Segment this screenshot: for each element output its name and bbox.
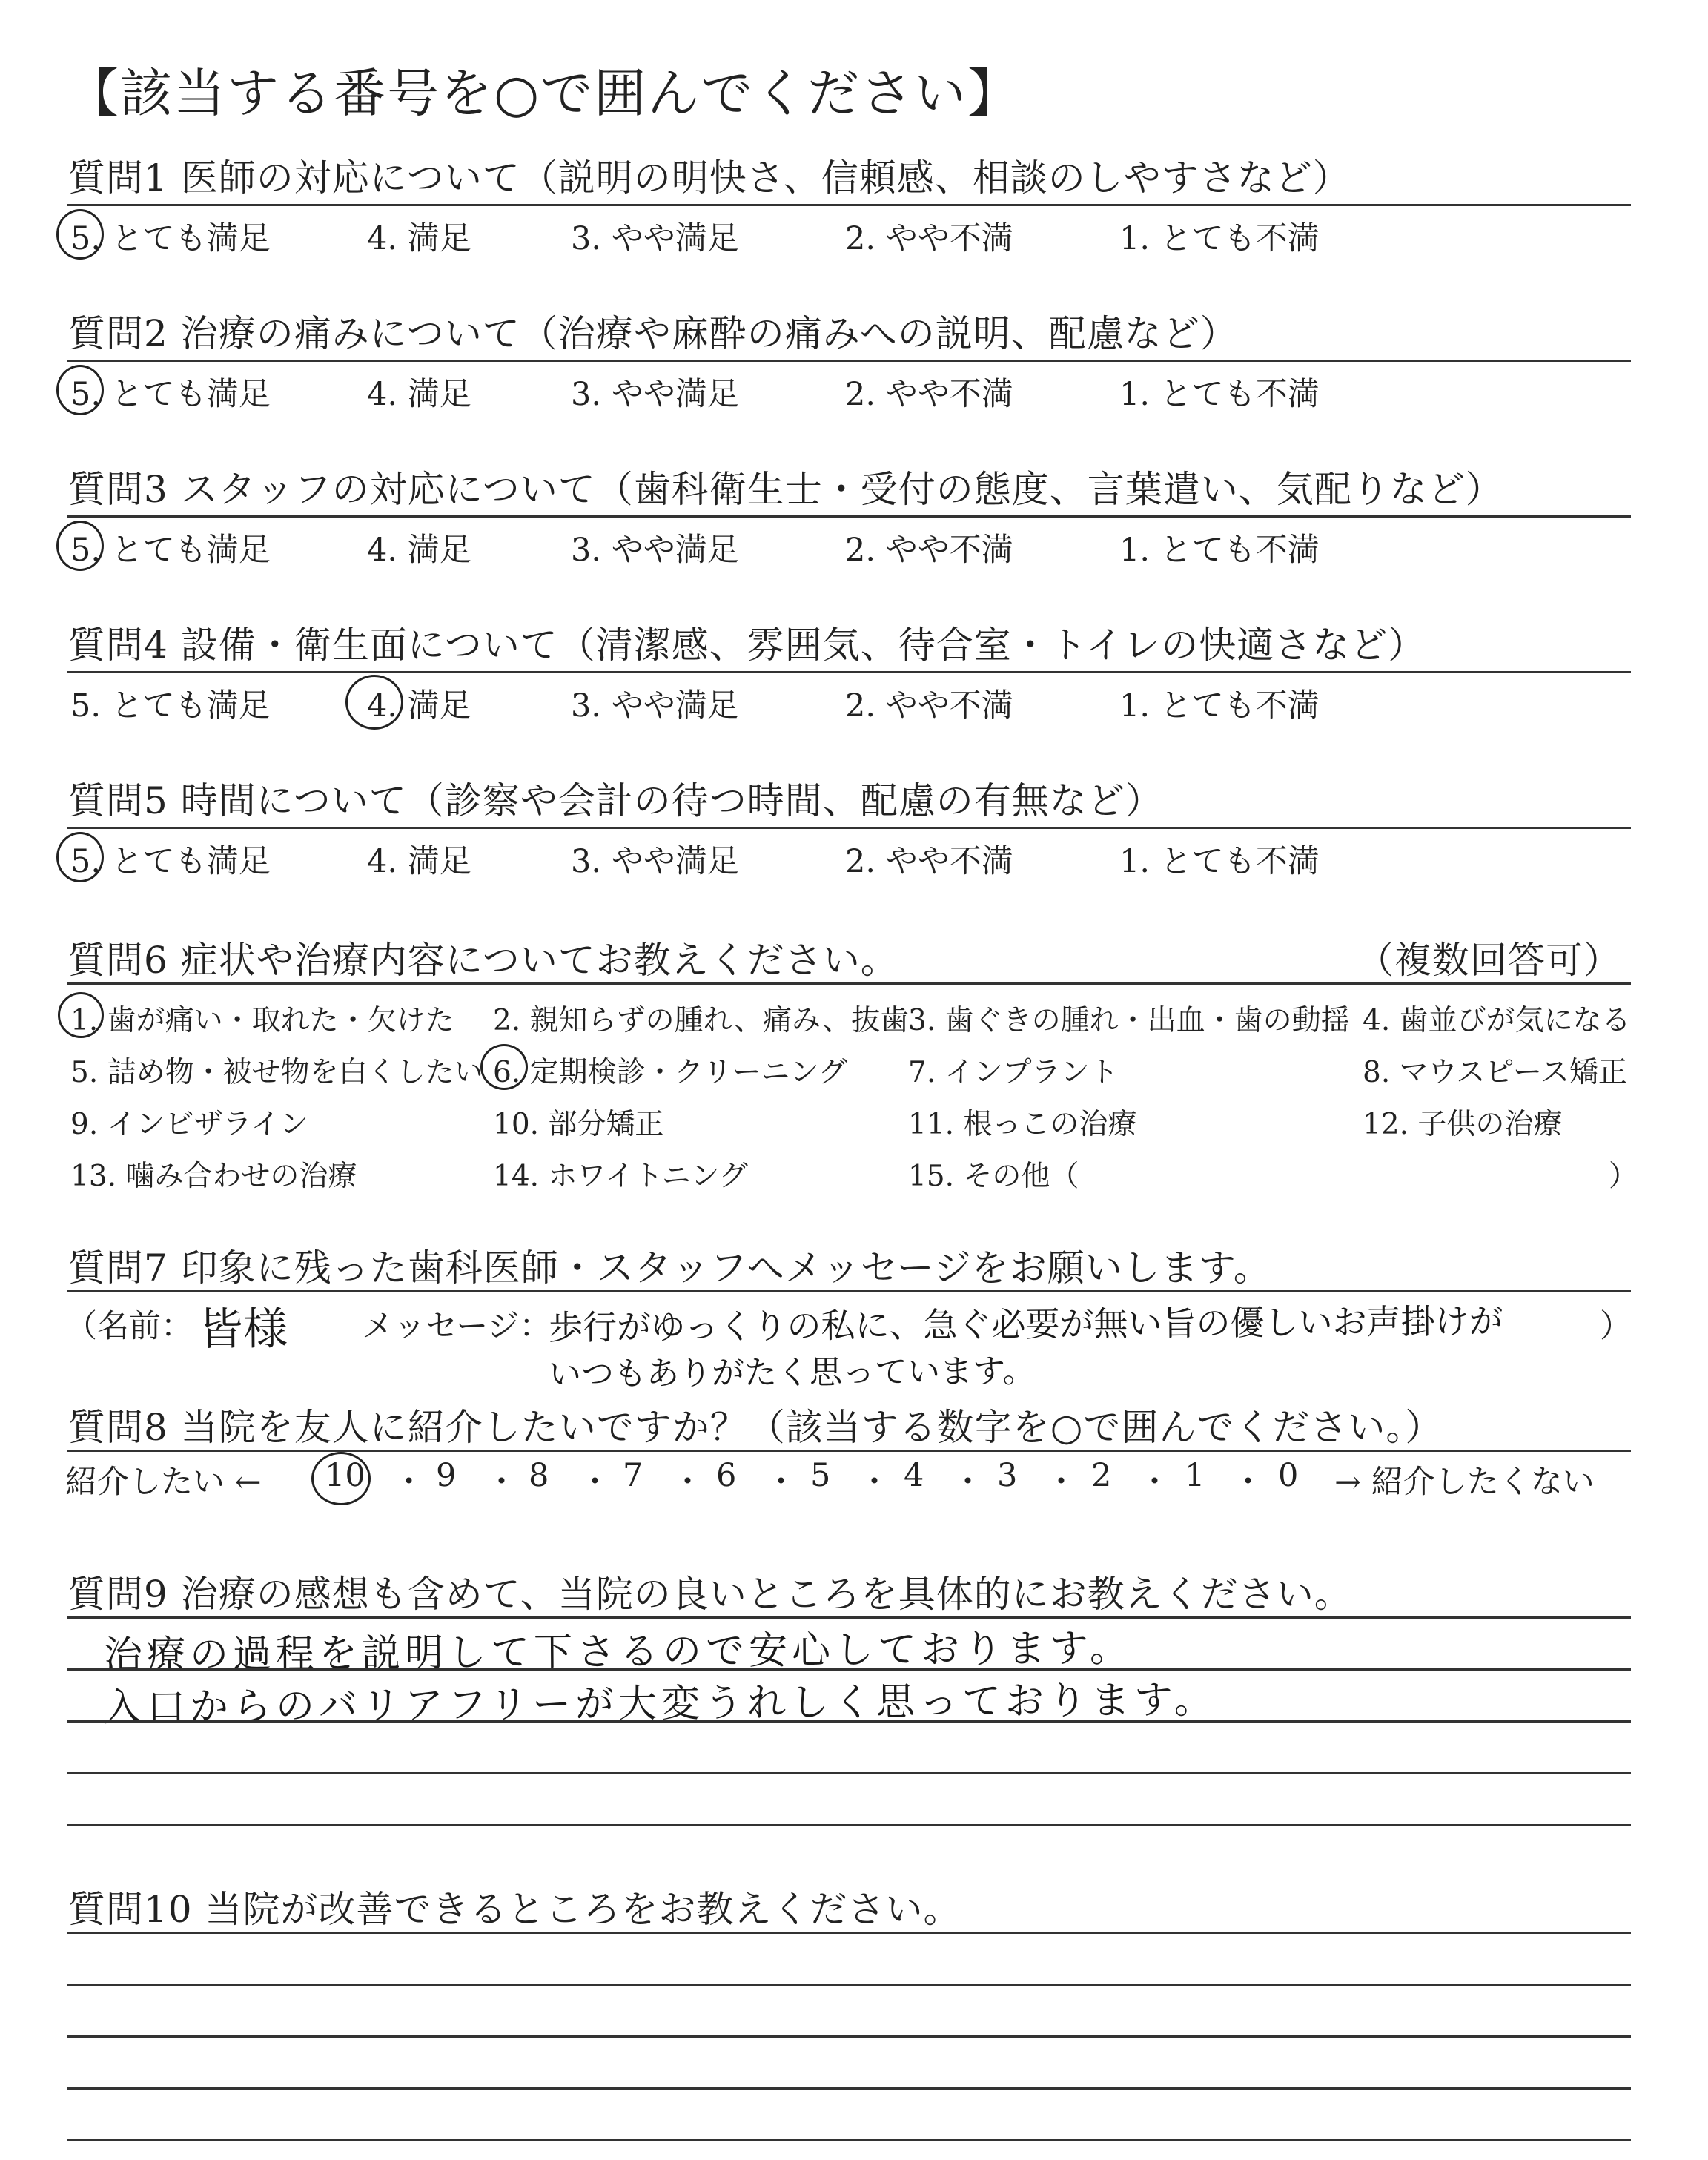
q6-option-3[interactable]: 3. 歯ぐきの腫れ・出血・歯の動揺 xyxy=(908,1004,1350,1037)
q3-option-5[interactable]: 5. とても満足 xyxy=(70,532,271,569)
q3-option-3[interactable]: 3. やや満足 xyxy=(571,532,739,569)
q6-option-5[interactable]: 5. 詰め物・被せ物を白くしたい xyxy=(70,1056,483,1089)
answer-line xyxy=(67,1932,1631,1934)
answer-line xyxy=(67,1772,1631,1774)
message-close-paren: ） xyxy=(1600,1308,1632,1345)
scale-value-10[interactable]: 10 xyxy=(325,1457,365,1494)
divider xyxy=(67,1450,1631,1452)
scale-separator: ・ xyxy=(579,1464,611,1501)
q6-option-4[interactable]: 4. 歯並びが気になる xyxy=(1363,1004,1631,1037)
divider xyxy=(67,515,1631,518)
q6-option-10[interactable]: 10. 部分矯正 xyxy=(493,1108,664,1141)
q5-option-1[interactable]: 1. とても不満 xyxy=(1119,843,1320,880)
scale-separator: ・ xyxy=(1139,1464,1171,1501)
divider xyxy=(67,1290,1631,1292)
q4-option-5[interactable]: 5. とても満足 xyxy=(70,687,271,724)
scale-value-5[interactable]: 5 xyxy=(810,1457,831,1494)
answer-line xyxy=(67,1720,1631,1723)
question-7-label: 質問7 印象に残った歯科医師・スタッフへメッセージをお願いします。 xyxy=(68,1246,1271,1289)
q6-option-15[interactable]: 15. その他（ xyxy=(908,1160,1079,1193)
scale-value-4[interactable]: 4 xyxy=(904,1457,924,1494)
question-9-label: 質問9 治療の感想も含めて、当院の良いところを具体的にお教えください。 xyxy=(68,1573,1352,1616)
q4-option-2[interactable]: 2. やや不満 xyxy=(845,687,1013,724)
scale-value-8[interactable]: 8 xyxy=(529,1457,549,1494)
q6-option-12[interactable]: 12. 子供の治療 xyxy=(1363,1108,1563,1141)
q6-option-8[interactable]: 8. マウスピース矯正 xyxy=(1363,1056,1627,1089)
q4-option-3[interactable]: 3. やや満足 xyxy=(571,687,739,724)
multiple-answer-note: （複数回答可） xyxy=(1357,939,1621,982)
q6-option-13[interactable]: 13. 噛み合わせの治療 xyxy=(70,1160,357,1193)
scale-right-label: → 紹介したくない xyxy=(1334,1464,1595,1501)
scale-value-0[interactable]: 0 xyxy=(1278,1457,1299,1494)
answer-line-2-handwritten: 入口からのバリアフリーが大変うれしく思っております。 xyxy=(103,1677,1217,1731)
q1-option-1[interactable]: 1. とても不満 xyxy=(1119,220,1320,257)
message-line-1-handwritten: 歩行がゆっくりの私に、急ぐ必要が無い旨の優しいお声掛けが xyxy=(548,1301,1503,1348)
q4-option-4[interactable]: 4. 満足 xyxy=(367,687,471,724)
q3-option-2[interactable]: 2. やや不満 xyxy=(845,532,1013,569)
q6-option-14[interactable]: 14. ホワイトニング xyxy=(493,1160,748,1193)
selection-circle xyxy=(56,832,104,882)
answer-line xyxy=(67,2139,1631,2141)
divider xyxy=(67,671,1631,673)
selection-circle xyxy=(58,992,104,1038)
q3-option-1[interactable]: 1. とても不満 xyxy=(1119,532,1320,569)
scale-value-6[interactable]: 6 xyxy=(716,1457,737,1494)
scale-left-label: 紹介したい ← xyxy=(65,1464,262,1501)
answer-line xyxy=(67,2087,1631,2090)
question-3-label: 質問3 スタッフの対応について（歯科衛生士・受付の態度、言葉遣い、気配りなど） xyxy=(68,468,1503,511)
q6-other-close-paren: ） xyxy=(1609,1160,1638,1193)
question-1-label: 質問1 医師の対応について（説明の明快さ、信頼感、相談のしやすさなど） xyxy=(68,156,1351,199)
question-2-label: 質問2 治療の痛みについて（治療や麻酔の痛みへの説明、配慮など） xyxy=(68,312,1238,355)
name-label: （名前： xyxy=(65,1308,193,1345)
scale-separator: ・ xyxy=(952,1464,984,1501)
question-6-label: 質問6 症状や治療内容についてお教えください。 xyxy=(68,939,898,982)
selection-circle xyxy=(480,1044,528,1090)
q1-option-2[interactable]: 2. やや不満 xyxy=(845,220,1013,257)
q6-option-7[interactable]: 7. インプラント xyxy=(908,1056,1119,1089)
message-line-2-handwritten: いつもありがたく思っています。 xyxy=(548,1352,1036,1394)
q2-option-4[interactable]: 4. 満足 xyxy=(367,376,471,413)
answer-line xyxy=(67,2035,1631,2038)
answer-line xyxy=(67,1824,1631,1826)
selection-circle xyxy=(311,1452,371,1505)
q6-option-11[interactable]: 11. 根っこの治療 xyxy=(908,1108,1137,1141)
scale-value-2[interactable]: 2 xyxy=(1091,1457,1112,1494)
q5-option-4[interactable]: 4. 満足 xyxy=(367,843,471,880)
question-4-label: 質問4 設備・衛生面について（清潔感、雰囲気、待合室・トイレの快適さなど） xyxy=(68,624,1426,667)
q1-option-3[interactable]: 3. やや満足 xyxy=(571,220,739,257)
scale-separator: ・ xyxy=(393,1464,425,1501)
divider xyxy=(67,204,1631,206)
q4-option-1[interactable]: 1. とても不満 xyxy=(1119,687,1320,724)
scale-separator: ・ xyxy=(486,1464,517,1501)
scale-separator: ・ xyxy=(1045,1464,1077,1501)
scale-separator: ・ xyxy=(765,1464,797,1501)
scale-value-3[interactable]: 3 xyxy=(997,1457,1018,1494)
scale-value-1[interactable]: 1 xyxy=(1185,1457,1205,1494)
q2-option-2[interactable]: 2. やや不満 xyxy=(845,376,1013,413)
scale-value-9[interactable]: 9 xyxy=(436,1457,457,1494)
divider xyxy=(67,827,1631,829)
question-5-label: 質問5 時間について（診察や会計の待つ時間、配慮の有無など） xyxy=(68,779,1163,822)
q6-option-6[interactable]: 6. 定期検診・クリーニング xyxy=(493,1056,847,1089)
answer-line-1-handwritten: 治療の過程を説明して下さるので安心しております。 xyxy=(103,1626,1133,1678)
question-8-label: 質問8 当院を友人に紹介したいですか？（該当する数字を○で囲んでください。） xyxy=(68,1406,1443,1449)
q5-option-5[interactable]: 5. とても満足 xyxy=(70,843,271,880)
scale-value-7[interactable]: 7 xyxy=(623,1457,643,1494)
q1-option-4[interactable]: 4. 満足 xyxy=(367,220,471,257)
q2-option-5[interactable]: 5. とても満足 xyxy=(70,376,271,413)
answer-line xyxy=(67,1984,1631,1986)
q2-option-1[interactable]: 1. とても不満 xyxy=(1119,376,1320,413)
selection-circle xyxy=(56,521,104,571)
q2-option-3[interactable]: 3. やや満足 xyxy=(571,376,739,413)
q5-option-3[interactable]: 3. やや満足 xyxy=(571,843,739,880)
q1-option-5[interactable]: 5. とても満足 xyxy=(70,220,271,257)
message-label: メッセージ： xyxy=(362,1308,552,1345)
selection-circle xyxy=(56,365,104,415)
q5-option-2[interactable]: 2. やや不満 xyxy=(845,843,1013,880)
scale-separator: ・ xyxy=(858,1464,890,1501)
question-10-label: 質問10 当院が改善できるところをお教えください。 xyxy=(68,1888,961,1931)
divider xyxy=(67,982,1631,985)
name-value-handwritten: 皆様 xyxy=(198,1303,288,1356)
q3-option-4[interactable]: 4. 満足 xyxy=(367,532,471,569)
q6-option-1[interactable]: 1. 歯が痛い・取れた・欠けた xyxy=(70,1004,454,1037)
scale-separator: ・ xyxy=(672,1464,704,1501)
selection-circle xyxy=(56,209,104,260)
divider xyxy=(67,360,1631,362)
page-title: 【該当する番号を○で囲んでください】 xyxy=(67,63,1022,124)
scale-separator: ・ xyxy=(1232,1464,1264,1501)
q6-option-9[interactable]: 9. インビザライン xyxy=(70,1108,309,1141)
selection-circle xyxy=(345,675,403,730)
q6-option-2[interactable]: 2. 親知らずの腫れ、痛み、抜歯 xyxy=(493,1004,910,1037)
